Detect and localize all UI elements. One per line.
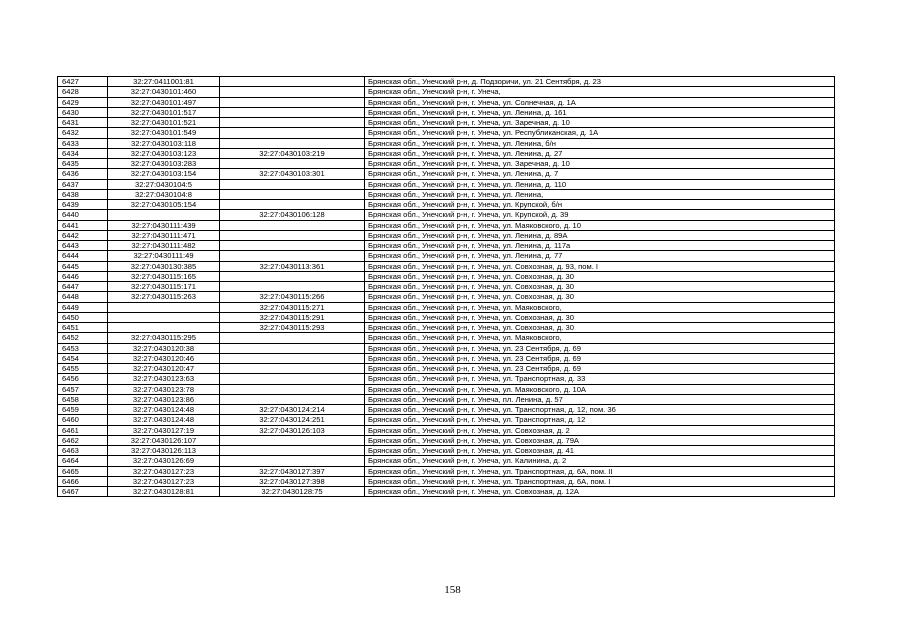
row-number-cell: 6442 <box>58 230 108 240</box>
address-cell: Брянская обл., Унечский р-н, г. Унеча, ул. Ленина, б/н <box>365 138 835 148</box>
table-row <box>58 302 835 312</box>
cadastral-number-cell: 32:27:0430104:8 <box>108 189 220 199</box>
cadastral-number-cell: 32:27:0430111:49 <box>108 251 220 261</box>
address-cell: Брянская обл., Унечский р-н, д. Подзоричи, ул. 21 Сентября, д. 23 <box>365 77 835 87</box>
address-cell: Брянская обл., Унечский р-н, г. Унеча, ул. Маяковского, <box>365 333 835 343</box>
linked-cadastral-number-cell: 32:27:0430127:397 <box>220 466 365 476</box>
table-row <box>58 425 835 435</box>
table-row <box>58 456 835 466</box>
table-row <box>58 476 835 486</box>
table-row <box>58 343 835 353</box>
table-row <box>58 446 835 456</box>
table-row <box>58 364 835 374</box>
linked-cadastral-number-cell: 32:27:0430128:75 <box>220 487 365 497</box>
row-number-cell: 6453 <box>58 343 108 353</box>
table-row <box>58 435 835 445</box>
cadastral-number-cell: 32:27:0430126:107 <box>108 435 220 445</box>
address-cell: Брянская обл., Унечский р-н, г. Унеча, ул. Транспортная, д. 33 <box>365 374 835 384</box>
row-number-cell: 6456 <box>58 374 108 384</box>
linked-cadastral-number-cell: 32:27:0430103:219 <box>220 148 365 158</box>
row-number-cell: 6467 <box>58 487 108 497</box>
row-number-cell: 6434 <box>58 148 108 158</box>
address-cell: Брянская обл., Унечский р-н, г. Унеча, ул. Ленина, д. 110 <box>365 179 835 189</box>
linked-cadastral-number-cell: 32:27:0430103:301 <box>220 169 365 179</box>
cadastral-number-cell: 32:27:0430120:38 <box>108 343 220 353</box>
row-number-cell: 6462 <box>58 435 108 445</box>
address-cell: Брянская обл., Унечский р-н, г. Унеча, ул. Ленина, д. 27 <box>365 148 835 158</box>
address-cell: Брянская обл., Унечский р-н, г. Унеча, ул. Маяковского, <box>365 302 835 312</box>
table-row <box>58 138 835 148</box>
row-number-cell: 6430 <box>58 107 108 117</box>
table-row <box>58 118 835 128</box>
address-cell: Брянская обл., Унечский р-н, г. Унеча, ул. Заречная, д. 10 <box>365 118 835 128</box>
address-cell: Брянская обл., Унечский р-н, г. Унеча, ул. Ленина, <box>365 189 835 199</box>
table-row <box>58 169 835 179</box>
address-cell: Брянская обл., Унечский р-н, г. Унеча, ул. Солнечная, д. 1А <box>365 97 835 107</box>
linked-cadastral-number-cell <box>220 189 365 199</box>
linked-cadastral-number-cell <box>220 456 365 466</box>
cadastral-number-cell: 32:27:0430128:81 <box>108 487 220 497</box>
cadastral-number-cell: 32:27:0430120:46 <box>108 353 220 363</box>
cadastral-number-cell: 32:27:0430130:385 <box>108 261 220 271</box>
linked-cadastral-number-cell <box>220 364 365 374</box>
table-row <box>58 323 835 333</box>
linked-cadastral-number-cell <box>220 343 365 353</box>
row-number-cell: 6457 <box>58 384 108 394</box>
address-cell: Брянская обл., Унечский р-н, г. Унеча, ул. Крупской, д. 39 <box>365 210 835 220</box>
linked-cadastral-number-cell <box>220 179 365 189</box>
address-cell: Брянская обл., Унечский р-н, г. Унеча, ул. Ленина, д. 161 <box>365 107 835 117</box>
address-cell: Брянская обл., Унечский р-н, г. Унеча, ул. Ленина, д. 77 <box>365 251 835 261</box>
linked-cadastral-number-cell <box>220 118 365 128</box>
address-cell: Брянская обл., Унечский р-н, г. Унеча, пл. Ленина, д. 57 <box>365 394 835 404</box>
table-row <box>58 333 835 343</box>
row-number-cell: 6432 <box>58 128 108 138</box>
address-cell: Брянская обл., Унечский р-н, г. Унеча, ул. Ленина, д. 117а <box>365 241 835 251</box>
registry-table <box>57 76 835 497</box>
address-cell: Брянская обл., Унечский р-н, г. Унеча, ул. Совхозная, д. 30 <box>365 323 835 333</box>
address-cell: Брянская обл., Унечский р-н, г. Унеча, ул. Ленина, д. 89А <box>365 230 835 240</box>
row-number-cell: 6427 <box>58 77 108 87</box>
row-number-cell: 6444 <box>58 251 108 261</box>
cadastral-number-cell: 32:27:0430123:86 <box>108 394 220 404</box>
row-number-cell: 6439 <box>58 200 108 210</box>
address-cell: Брянская обл., Унечский р-н, г. Унеча, ул. 23 Сентября, д. 69 <box>365 343 835 353</box>
linked-cadastral-number-cell: 32:27:0430115:266 <box>220 292 365 302</box>
cadastral-number-cell: 32:27:0430123:63 <box>108 374 220 384</box>
linked-cadastral-number-cell: 32:27:0430115:291 <box>220 312 365 322</box>
table-row <box>58 415 835 425</box>
row-number-cell: 6445 <box>58 261 108 271</box>
row-number-cell: 6466 <box>58 476 108 486</box>
table-row <box>58 487 835 497</box>
table-row <box>58 128 835 138</box>
address-cell: Брянская обл., Унечский р-н, г. Унеча, ул. Маяковского, д. 10А <box>365 384 835 394</box>
address-cell: Брянская обл., Унечский р-н, г. Унеча, ул. Ленина, д. 7 <box>365 169 835 179</box>
linked-cadastral-number-cell <box>220 87 365 97</box>
cadastral-number-cell: 32:27:0430115:263 <box>108 292 220 302</box>
row-number-cell: 6461 <box>58 425 108 435</box>
cadastral-number-cell: 32:27:0430111:471 <box>108 230 220 240</box>
address-cell: Брянская обл., Унечский р-н, г. Унеча, ул. Транспортная, д. 6А, пом. II <box>365 466 835 476</box>
linked-cadastral-number-cell <box>220 128 365 138</box>
row-number-cell: 6455 <box>58 364 108 374</box>
cadastral-number-cell: 32:27:0430101:460 <box>108 87 220 97</box>
address-cell: Брянская обл., Унечский р-н, г. Унеча, ул. 23 Сентября, д. 69 <box>365 364 835 374</box>
cadastral-number-cell: 32:27:0430124:48 <box>108 415 220 425</box>
row-number-cell: 6441 <box>58 220 108 230</box>
registry-table-body <box>58 77 835 497</box>
cadastral-number-cell: 32:27:0411001:81 <box>108 77 220 87</box>
row-number-cell: 6435 <box>58 159 108 169</box>
row-number-cell: 6431 <box>58 118 108 128</box>
address-cell: Брянская обл., Унечский р-н, г. Унеча, ул. Совхозная, д. 79А <box>365 435 835 445</box>
linked-cadastral-number-cell: 32:27:0430124:214 <box>220 405 365 415</box>
row-number-cell: 6459 <box>58 405 108 415</box>
row-number-cell: 6429 <box>58 97 108 107</box>
row-number-cell: 6433 <box>58 138 108 148</box>
table-row <box>58 107 835 117</box>
row-number-cell: 6460 <box>58 415 108 425</box>
cadastral-number-cell <box>108 323 220 333</box>
table-row <box>58 148 835 158</box>
table-row <box>58 189 835 199</box>
table-row <box>58 159 835 169</box>
cadastral-number-cell: 32:27:0430123:78 <box>108 384 220 394</box>
address-cell: Брянская обл., Унечский р-н, г. Унеча, <box>365 87 835 97</box>
linked-cadastral-number-cell: 32:27:0430113:361 <box>220 261 365 271</box>
cadastral-number-cell: 32:27:0430103:154 <box>108 169 220 179</box>
table-row <box>58 230 835 240</box>
linked-cadastral-number-cell <box>220 435 365 445</box>
row-number-cell: 6458 <box>58 394 108 404</box>
linked-cadastral-number-cell <box>220 271 365 281</box>
linked-cadastral-number-cell: 32:27:0430124:251 <box>220 415 365 425</box>
address-cell: Брянская обл., Унечский р-н, г. Унеча, ул. Совхозная, д. 30 <box>365 292 835 302</box>
table-row <box>58 241 835 251</box>
linked-cadastral-number-cell: 32:27:0430106:128 <box>220 210 365 220</box>
row-number-cell: 6443 <box>58 241 108 251</box>
table-row <box>58 179 835 189</box>
address-cell: Брянская обл., Унечский р-н, г. Унеча, ул. Совхозная, д. 2 <box>365 425 835 435</box>
linked-cadastral-number-cell <box>220 333 365 343</box>
cadastral-number-cell: 32:27:0430115:171 <box>108 282 220 292</box>
cadastral-number-cell: 32:27:0430101:549 <box>108 128 220 138</box>
cadastral-number-cell: 32:27:0430126:113 <box>108 446 220 456</box>
address-cell: Брянская обл., Унечский р-н, г. Унеча, ул. Крупской, б/н <box>365 200 835 210</box>
cadastral-number-cell: 32:27:0430126:69 <box>108 456 220 466</box>
cadastral-number-cell: 32:27:0430101:497 <box>108 97 220 107</box>
linked-cadastral-number-cell: 32:27:0430127:398 <box>220 476 365 486</box>
cadastral-number-cell: 32:27:0430111:482 <box>108 241 220 251</box>
linked-cadastral-number-cell <box>220 138 365 148</box>
table-row <box>58 97 835 107</box>
linked-cadastral-number-cell <box>220 241 365 251</box>
table-row <box>58 87 835 97</box>
address-cell: Брянская обл., Унечский р-н, г. Унеча, ул. Транспортная, д. 12, пом. 36 <box>365 405 835 415</box>
table-row <box>58 282 835 292</box>
address-cell: Брянская обл., Унечский р-н, г. Унеча, ул. Совхозная, д. 30 <box>365 271 835 281</box>
row-number-cell: 6449 <box>58 302 108 312</box>
table-row <box>58 466 835 476</box>
table-row <box>58 374 835 384</box>
cadastral-number-cell: 32:27:0430104:5 <box>108 179 220 189</box>
cadastral-number-cell <box>108 210 220 220</box>
cadastral-number-cell: 32:27:0430127:19 <box>108 425 220 435</box>
linked-cadastral-number-cell <box>220 77 365 87</box>
table-row <box>58 292 835 302</box>
address-cell: Брянская обл., Унечский р-н, г. Унеча, ул. Маяковского, д. 10 <box>365 220 835 230</box>
row-number-cell: 6464 <box>58 456 108 466</box>
table-row <box>58 394 835 404</box>
row-number-cell: 6437 <box>58 179 108 189</box>
address-cell: Брянская обл., Унечский р-н, г. Унеча, ул. Совхозная, д. 12А <box>365 487 835 497</box>
cadastral-number-cell: 32:27:0430105:154 <box>108 200 220 210</box>
cadastral-number-cell: 32:27:0430103:118 <box>108 138 220 148</box>
cadastral-number-cell: 32:27:0430101:521 <box>108 118 220 128</box>
table-row <box>58 251 835 261</box>
linked-cadastral-number-cell <box>220 251 365 261</box>
row-number-cell: 6436 <box>58 169 108 179</box>
address-cell: Брянская обл., Унечский р-н, г. Унеча, ул. Совхозная, д. 41 <box>365 446 835 456</box>
address-cell: Брянская обл., Унечский р-н, г. Унеча, ул. Совхозная, д. 30 <box>365 282 835 292</box>
row-number-cell: 6446 <box>58 271 108 281</box>
table-row <box>58 77 835 87</box>
row-number-cell: 6428 <box>58 87 108 97</box>
cadastral-number-cell: 32:27:0430103:123 <box>108 148 220 158</box>
linked-cadastral-number-cell <box>220 384 365 394</box>
cadastral-number-cell: 32:27:0430111:439 <box>108 220 220 230</box>
address-cell: Брянская обл., Унечский р-н, г. Унеча, ул. 23 Сентября, д. 69 <box>365 353 835 363</box>
linked-cadastral-number-cell <box>220 374 365 384</box>
address-cell: Брянская обл., Унечский р-н, г. Унеча, ул. Республиканская, д. 1А <box>365 128 835 138</box>
row-number-cell: 6463 <box>58 446 108 456</box>
address-cell: Брянская обл., Унечский р-н, г. Унеча, ул. Заречная, д. 10 <box>365 159 835 169</box>
cadastral-number-cell: 32:27:0430120:47 <box>108 364 220 374</box>
table-row <box>58 200 835 210</box>
linked-cadastral-number-cell <box>220 353 365 363</box>
row-number-cell: 6454 <box>58 353 108 363</box>
linked-cadastral-number-cell <box>220 446 365 456</box>
linked-cadastral-number-cell <box>220 230 365 240</box>
linked-cadastral-number-cell: 32:27:0430126:103 <box>220 425 365 435</box>
linked-cadastral-number-cell <box>220 159 365 169</box>
cadastral-number-cell: 32:27:0430115:295 <box>108 333 220 343</box>
row-number-cell: 6440 <box>58 210 108 220</box>
address-cell: Брянская обл., Унечский р-н, г. Унеча, ул. Транспортная, д. 6А, пом. I <box>365 476 835 486</box>
table-row <box>58 353 835 363</box>
row-number-cell: 6451 <box>58 323 108 333</box>
linked-cadastral-number-cell <box>220 394 365 404</box>
row-number-cell: 6438 <box>58 189 108 199</box>
address-cell: Брянская обл., Унечский р-н, г. Унеча, ул. Транспортная, д. 12 <box>365 415 835 425</box>
cadastral-number-cell <box>108 312 220 322</box>
address-cell: Брянская обл., Унечский р-н, г. Унеча, ул. Совхозная, д. 30 <box>365 312 835 322</box>
linked-cadastral-number-cell: 32:27:0430115:293 <box>220 323 365 333</box>
table-row <box>58 261 835 271</box>
linked-cadastral-number-cell <box>220 97 365 107</box>
address-cell: Брянская обл., Унечский р-н, г. Унеча, ул. Калинина, д. 2 <box>365 456 835 466</box>
linked-cadastral-number-cell: 32:27:0430115:271 <box>220 302 365 312</box>
cadastral-number-cell: 32:27:0430127:23 <box>108 466 220 476</box>
table-row <box>58 210 835 220</box>
row-number-cell: 6452 <box>58 333 108 343</box>
row-number-cell: 6465 <box>58 466 108 476</box>
cadastral-number-cell: 32:27:0430101:517 <box>108 107 220 117</box>
cadastral-number-cell: 32:27:0430127:23 <box>108 476 220 486</box>
row-number-cell: 6448 <box>58 292 108 302</box>
linked-cadastral-number-cell <box>220 107 365 117</box>
row-number-cell: 6447 <box>58 282 108 292</box>
linked-cadastral-number-cell <box>220 200 365 210</box>
table-row <box>58 405 835 415</box>
linked-cadastral-number-cell <box>220 282 365 292</box>
page-number: 158 <box>444 584 461 596</box>
linked-cadastral-number-cell <box>220 220 365 230</box>
address-cell: Брянская обл., Унечский р-н, г. Унеча, ул. Совхозная, д. 93, пом. I <box>365 261 835 271</box>
cadastral-number-cell <box>108 302 220 312</box>
cadastral-number-cell: 32:27:0430103:283 <box>108 159 220 169</box>
table-row <box>58 271 835 281</box>
cadastral-number-cell: 32:27:0430124:48 <box>108 405 220 415</box>
table-row <box>58 384 835 394</box>
table-row <box>58 312 835 322</box>
table-row <box>58 220 835 230</box>
row-number-cell: 6450 <box>58 312 108 322</box>
cadastral-number-cell: 32:27:0430115:165 <box>108 271 220 281</box>
